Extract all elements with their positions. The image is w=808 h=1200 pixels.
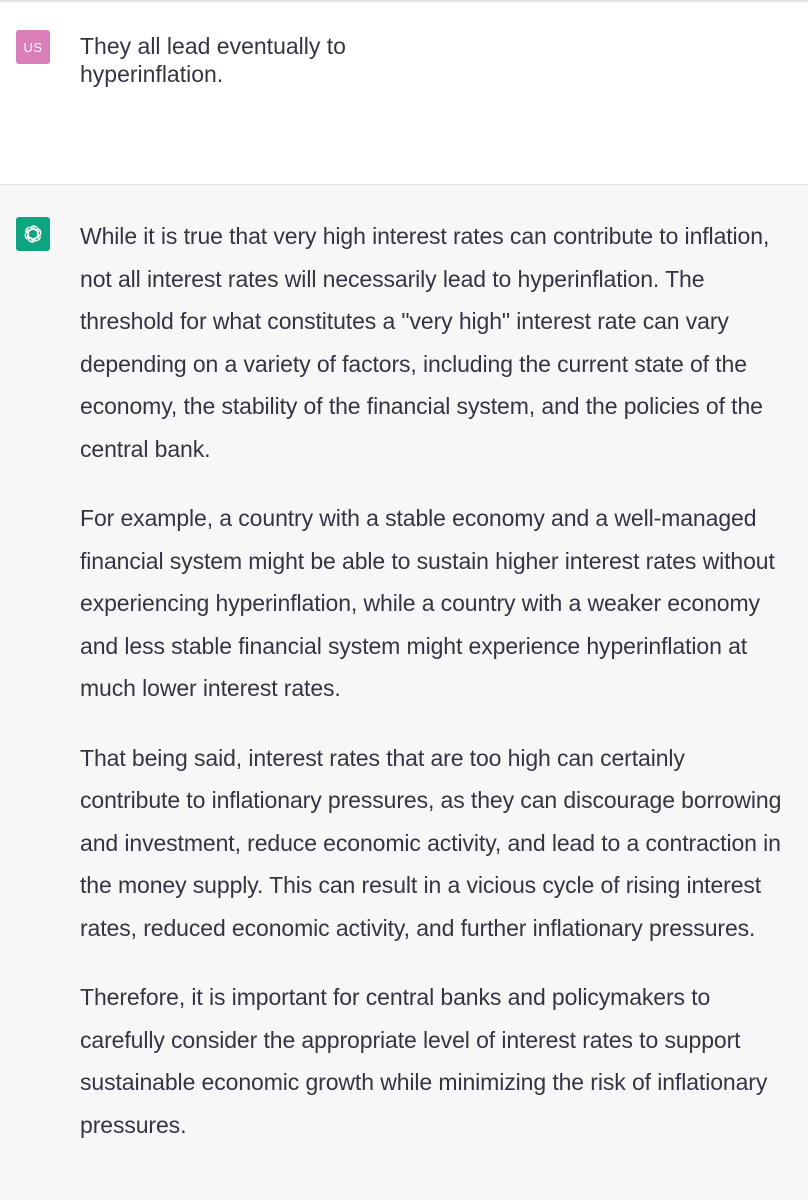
user-message <box>0 2 808 185</box>
user-avatar: US <box>16 30 50 64</box>
user-message-text: They all lead eventually to hyperinflation. <box>80 33 346 87</box>
assistant-paragraph: For example, a country with a stable economy and a well-managed financial system might be able to sustain higher interest rates without experiencing hyperinflation, while a country with a weaker economy and less stable financial system might experience hyperinflation at much lower interest rates. <box>80 505 775 701</box>
assistant-paragraph: Therefore, it is important for central banks and policymakers to carefully consider the appropriate level of interest rates to support sustainable economic growth while minimizing the risk of inflationary pressures. <box>80 984 768 1138</box>
assistant-message <box>0 185 808 1200</box>
assistant-paragraph: That being said, interest rates that are too high can certainly contribute to inflationary pressures, as they can discourage borrowing and investment, reduce economic activity, and lead to a contraction in the money supply. This can result in a vicious cycle of rising interest rates, reduced economic activity, and further inflationary pressures. <box>80 744 782 941</box>
openai-logo-icon <box>16 217 50 251</box>
assistant-message-body <box>80 215 785 1173</box>
assistant-paragraph: While it is true that very high interest rates can contribute to inflation, not all interest rates will necessarily lead to hyperinflation. The threshold for what constitutes a "very high" interest rate can vary depending on a variety of factors, including the current state of the economy, the stability of the financial system, and the policies of the central bank. <box>80 223 770 462</box>
